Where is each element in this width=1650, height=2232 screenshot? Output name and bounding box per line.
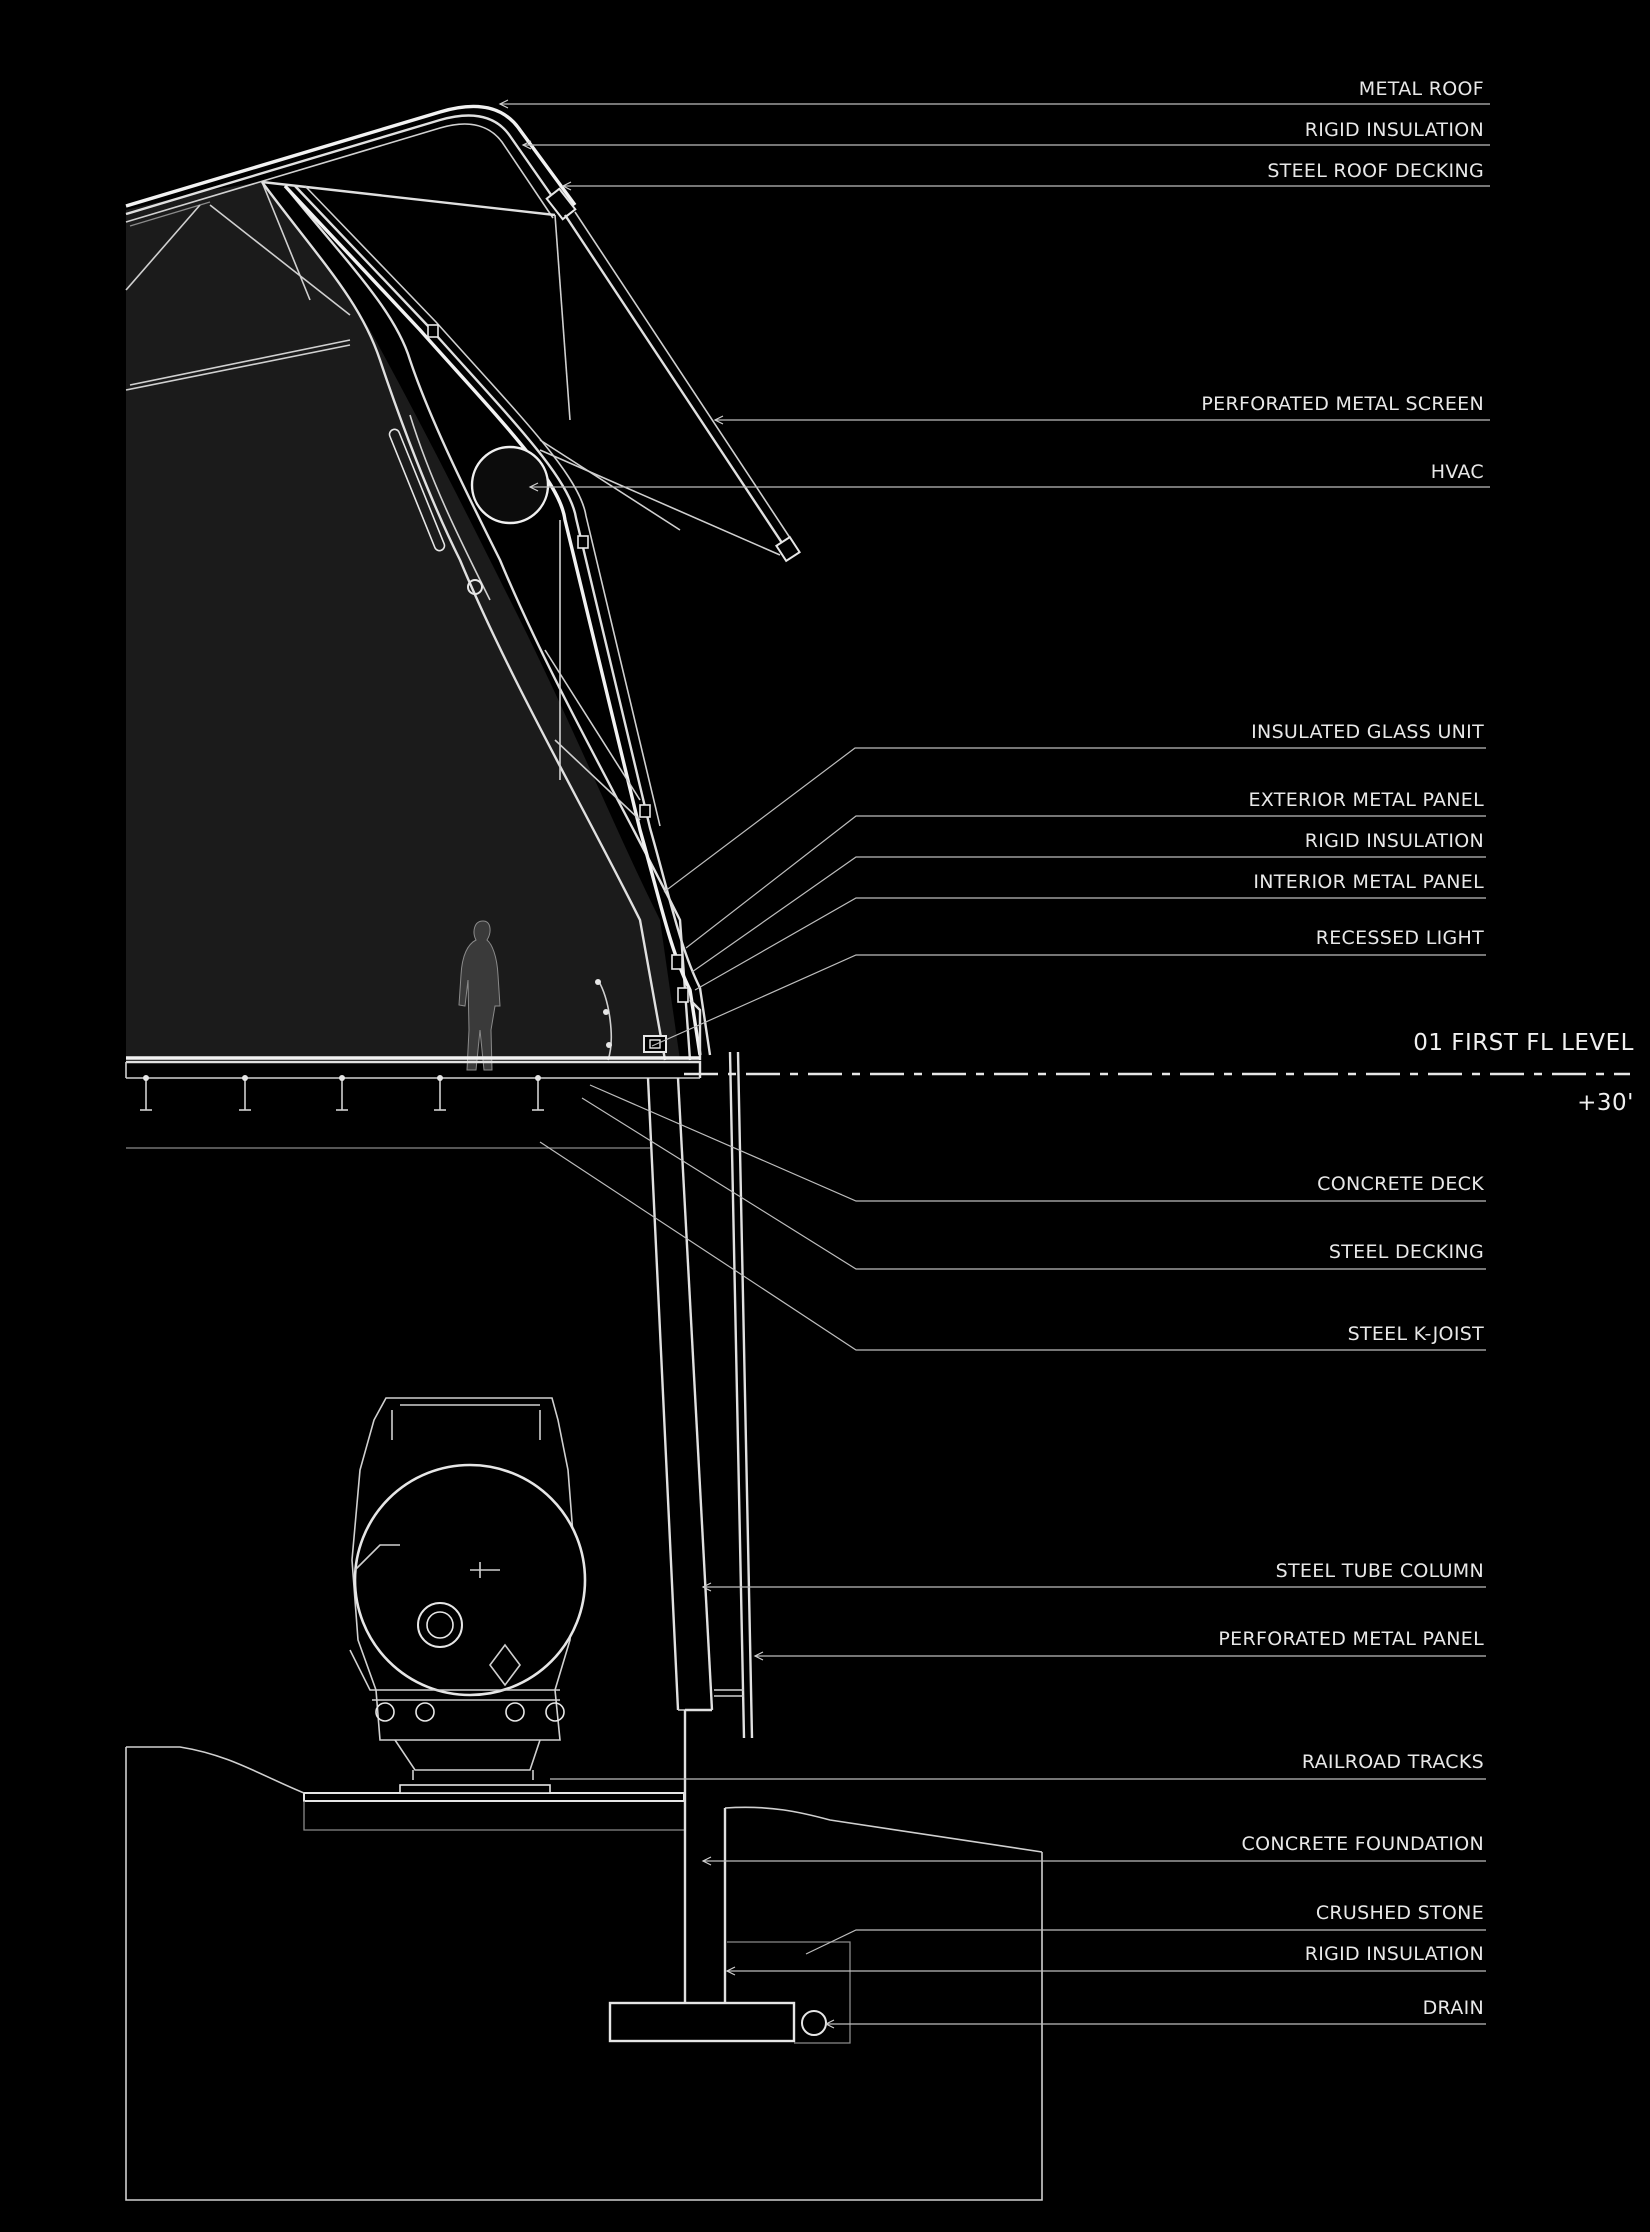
label-metal-roof: METAL ROOF xyxy=(1358,78,1484,100)
label-recessed-light: RECESSED LIGHT xyxy=(1315,927,1484,949)
leader-lines xyxy=(500,100,1490,2028)
label-drain: DRAIN xyxy=(1422,1997,1484,2019)
drain-pipe xyxy=(802,2011,826,2035)
label-insulated-glass-unit: INSULATED GLASS UNIT xyxy=(1251,721,1484,743)
label-steel-tube-column: STEEL TUBE COLUMN xyxy=(1275,1560,1484,1582)
label-crushed-stone: CRUSHED STONE xyxy=(1315,1902,1484,1924)
label-hvac: HVAC xyxy=(1430,461,1484,483)
label-rigid-insulation-roof: RIGID INSULATION xyxy=(1304,119,1484,141)
label-perforated-metal-panel: PERFORATED METAL PANEL xyxy=(1218,1628,1484,1650)
label-interior-metal-panel: INTERIOR METAL PANEL xyxy=(1253,871,1484,893)
annotation-labels xyxy=(1201,78,1634,2019)
railroad-and-ground xyxy=(126,1747,1042,2200)
perforated-metal-screen xyxy=(565,212,800,561)
label-railroad-tracks: RAILROAD TRACKS xyxy=(1301,1751,1484,1773)
label-steel-roof-decking: STEEL ROOF DECKING xyxy=(1267,160,1484,182)
label-exterior-metal-panel: EXTERIOR METAL PANEL xyxy=(1248,789,1484,811)
label-steel-decking: STEEL DECKING xyxy=(1328,1241,1484,1263)
label-perforated-metal-screen: PERFORATED METAL SCREEN xyxy=(1201,393,1484,415)
tank-rail-car xyxy=(350,1398,585,1780)
concrete-foundation xyxy=(610,1710,850,2043)
hvac-duct xyxy=(472,447,548,523)
label-rigid-insulation-wall: RIGID INSULATION xyxy=(1304,830,1484,852)
label-steel-k-joist: STEEL K-JOIST xyxy=(1347,1323,1484,1345)
label-concrete-foundation: CONCRETE FOUNDATION xyxy=(1241,1833,1484,1855)
label-concrete-deck: CONCRETE DECK xyxy=(1317,1173,1484,1195)
level-elevation: +30' xyxy=(1577,1090,1634,1116)
label-rigid-insulation-foundation: RIGID INSULATION xyxy=(1304,1943,1484,1965)
level-name: 01 FIRST FL LEVEL xyxy=(1413,1030,1634,1056)
perforated-metal-panel xyxy=(714,1052,752,1738)
